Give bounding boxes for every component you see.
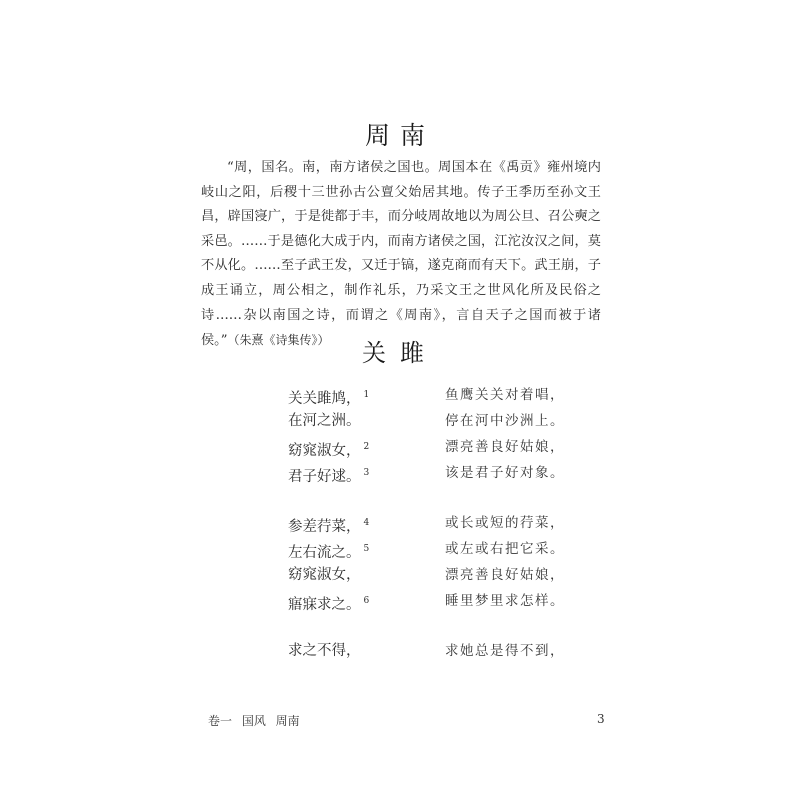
poem-verse — [288, 382, 588, 688]
footnote-marker: 1 — [363, 390, 370, 400]
verse-line — [288, 408, 588, 434]
original-text: 君子好逑。 — [288, 469, 361, 485]
original-text: 参差荇菜， — [288, 519, 361, 535]
verse-line — [288, 562, 588, 588]
verse-line — [288, 536, 588, 562]
original-text: 左右流之。 — [288, 545, 361, 561]
stanza — [288, 510, 588, 614]
translation-line: 或长或短的荇菜， — [445, 515, 565, 531]
stanza — [288, 382, 588, 486]
page-number: 3 — [597, 712, 605, 726]
translation-line: 鱼鹰关关对着唱， — [445, 387, 565, 403]
original-text: 寤寐求之。 — [288, 597, 361, 613]
translation-line: 漂亮善良好姑娘， — [445, 567, 565, 583]
footnote-marker: 3 — [363, 468, 370, 478]
poem-title: 关雎 — [362, 339, 438, 367]
verse-line — [288, 434, 588, 460]
original-text: 求之不得， — [288, 643, 361, 659]
translation-line: 该是君子好对象。 — [445, 465, 565, 481]
verse-line — [288, 382, 588, 408]
original-text: 关关雎鸠， — [288, 391, 361, 407]
footnote-marker: 5 — [363, 544, 370, 554]
translation-line: 或左或右把它采。 — [445, 541, 565, 557]
section-title: 周南 — [364, 121, 435, 150]
intro-text: “周，国名。南，南方诸侯之国也。周国本在《禹贡》雍州境内岐山之阳，后稷十三世孙古公亶父始居其地。传子王季历至孙文王昌，辟国寖广，于是徙都于丰，而分岐周故地以为周公旦、召公奭之采邑。……于是德化大成于内，而南方诸侯之国，江沱汝汉之间，莫不从化。……至子武王发，又迁于镐，遂克商而有天下。武王崩，子成王诵立，周公相之，制作礼乐，乃采文王之世风化所及民俗之诗……杂以南国之诗，而谓之《周南》，言自天子之国而被于诸侯。” — [201, 160, 601, 349]
original-line — [288, 588, 369, 618]
original-text: 窈窕淑女， — [288, 443, 361, 459]
footnote-marker: 4 — [363, 518, 370, 528]
footnote-marker: 6 — [363, 596, 370, 606]
original-line — [288, 638, 361, 664]
verse-line — [288, 510, 588, 536]
original-line — [288, 408, 361, 434]
translation-line: 停在河中沙洲上。 — [445, 413, 565, 429]
running-head: 卷一 国风 周南 — [208, 714, 300, 728]
translation-line: 漂亮善良好姑娘， — [445, 439, 565, 455]
verse-line — [288, 460, 588, 486]
footnote-marker: 2 — [363, 442, 370, 452]
intro-source: （朱熹《诗集传》） — [227, 333, 330, 348]
original-line — [288, 562, 361, 588]
translation-line: 睡里梦里求怎样。 — [445, 593, 565, 609]
stanza — [288, 638, 588, 664]
original-text: 窈窕淑女， — [288, 567, 361, 583]
intro-paragraph — [201, 156, 601, 354]
original-text: 在河之洲。 — [288, 413, 361, 429]
translation-line: 求她总是得不到， — [445, 643, 565, 659]
verse-line — [288, 638, 588, 664]
verse-line — [288, 588, 588, 614]
original-line — [288, 460, 369, 490]
